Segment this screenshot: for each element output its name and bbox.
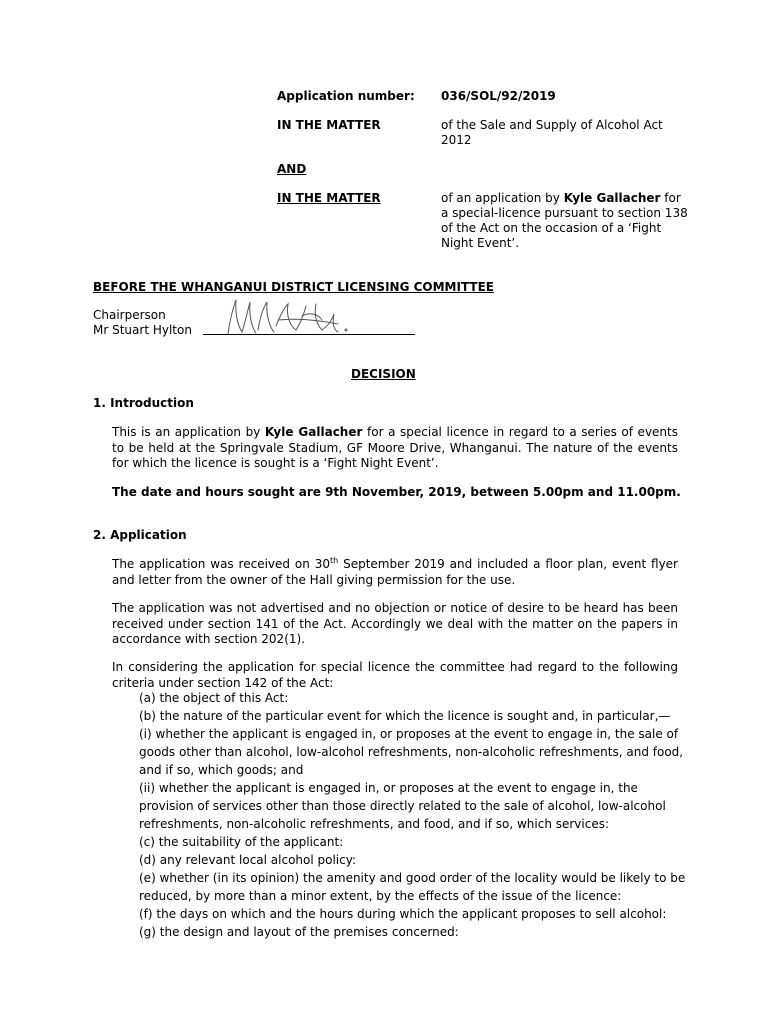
section-2-paragraph-1: The application was received on 30th September 2019 and included a floor plan, event flyer and letter from the owner of the Hall giving permission for the use. — [112, 556, 678, 587]
criteria-item: and if so, which goods; and — [139, 763, 304, 777]
matter-label-2: IN THE MATTER — [277, 191, 381, 205]
matter-text-2-line-3: of the Act on the occasion of a ‘Fight — [441, 221, 662, 235]
criteria-item: (f) the days on which and the hours during which the applicant proposes to sell alcohol: — [139, 907, 667, 921]
criteria-item: (d) any relevant local alcohol policy: — [139, 853, 357, 867]
section-1-dates: The date and hours sought are 9th November, 2019, between 5.00pm and 11.00pm. — [112, 485, 681, 499]
chairperson-role: Chairperson — [93, 308, 166, 322]
criteria-item: reduced, by more than a minor extent, by the effects of the issue of the licence: — [139, 889, 622, 903]
applicant-name: Kyle Gallacher — [563, 191, 661, 205]
section-2-heading: 2. Application — [93, 528, 187, 542]
criteria-item: (ii) whether the applicant is engaged in, or proposes at the event to engage in, the — [139, 781, 638, 795]
matter-text-2-line-1: of an application by Kyle Gallacher for — [441, 191, 681, 205]
application-number-value: 036/SOL/92/2019 — [441, 89, 556, 103]
matter-label-1: IN THE MATTER — [277, 118, 381, 132]
and-label: AND — [277, 162, 307, 176]
application-number-label: Application number: — [277, 89, 415, 103]
decision-heading: DECISION — [351, 367, 416, 381]
criteria-item: refreshments, non-alcoholic refreshments, and food, and if so, which services: — [139, 817, 610, 831]
section-1-paragraph-1: This is an application by Kyle Gallacher for a special licence in regard to a series of events to be held at the Springvale Stadium, GF Moore Drive, Whanganui. The nature of the events for which the licence is sought is a ‘Fight Night Event’. — [112, 425, 678, 470]
criteria-item: provision of services other than those directly related to the sale of alcohol, low-alcohol — [139, 799, 666, 813]
criteria-item: (b) the nature of the particular event for which the licence is sought and, in particular,— — [139, 709, 671, 723]
criteria-item: (a) the object of this Act: — [139, 691, 289, 705]
criteria-item: (g) the design and layout of the premises concerned: — [139, 925, 459, 939]
matter-text-1-line-2: 2012 — [441, 133, 472, 147]
applicant-name-inline: Kyle Gallacher — [264, 425, 363, 439]
chairperson-name: Mr Stuart Hylton — [93, 323, 192, 337]
section-1-heading: 1. Introduction — [93, 396, 194, 410]
matter-text-2-line-2: a special-licence pursuant to section 138 — [441, 206, 688, 220]
committee-heading: BEFORE THE WHANGANUI DISTRICT LICENSING COMMITTEE — [93, 280, 494, 294]
signature-line — [203, 334, 415, 335]
criteria-item: (i) whether the applicant is engaged in, or proposes at the event to engage in, the sale of — [139, 727, 679, 741]
section-2-paragraph-2: The application was not advertised and no objection or notice of desire to be heard has been received under section 141 of the Act. Accordingly we deal with the matter on the papers in accordance with section 202(1). — [112, 601, 678, 646]
signature-image — [218, 296, 358, 338]
matter-text-1-line-1: of the Sale and Supply of Alcohol Act — [441, 118, 663, 132]
section-2-paragraph-3: In considering the application for special licence the committee had regard to the following criteria under section 142 of the Act: — [112, 660, 678, 690]
matter-text-2-line-4: Night Event’. — [441, 236, 520, 250]
criteria-item: (c) the suitability of the applicant: — [139, 835, 344, 849]
criteria-item: goods other than alcohol, low-alcohol refreshments, non-alcoholic refreshments, and food, — [139, 745, 684, 759]
criteria-item: (e) whether (in its opinion) the amenity and good order of the locality would be likely to be — [139, 871, 686, 885]
